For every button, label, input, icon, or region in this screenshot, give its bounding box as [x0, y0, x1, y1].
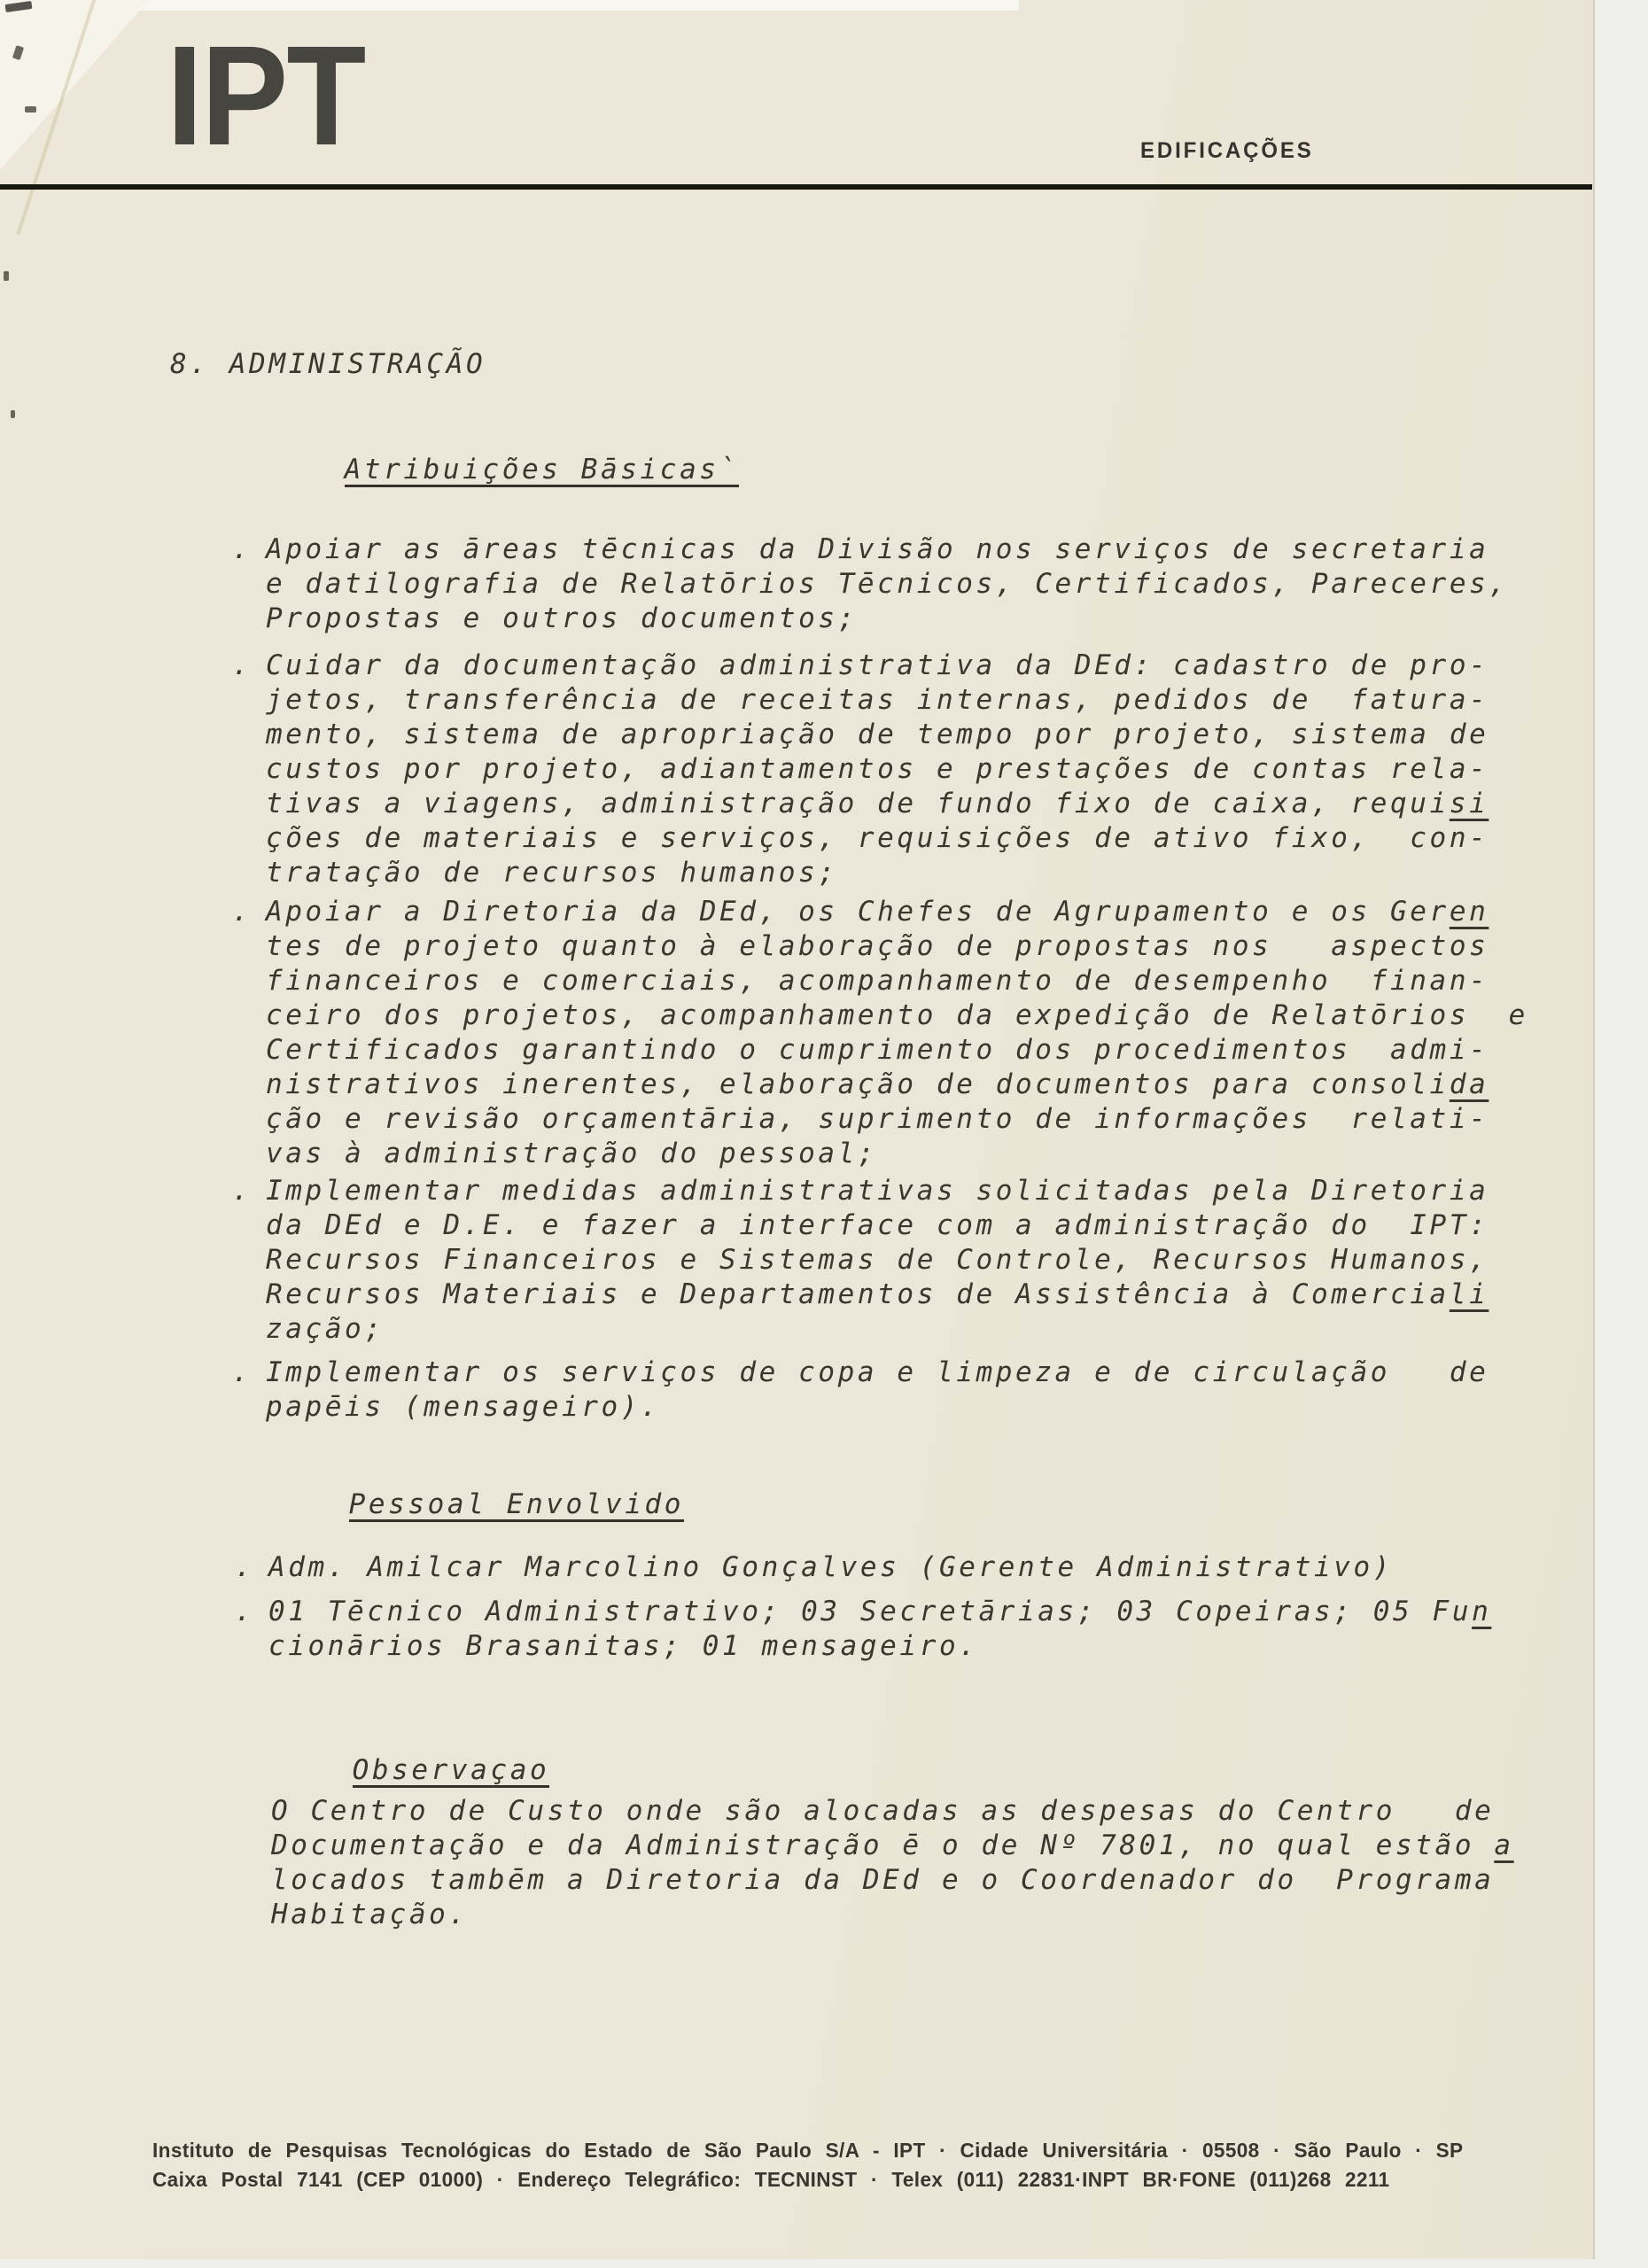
ipt-logo: IPT: [167, 16, 365, 175]
text-line: locados tambēm a Diretoria da DEd e o Coordenador do Programa: [271, 1864, 1495, 1896]
scan-speck: [25, 106, 36, 113]
text-line: tes de projeto quanto à elaboração de propostas nos aspectos: [266, 930, 1489, 962]
footer-line-2: Caixa Postal 7141 (CEP 01000) · Endereço Telegráfico: TECNINST · Telex (011) 22831·INPT BR·FONE (011)268 2211: [152, 2168, 1390, 2191]
text-line: e datilografia de Relatōrios Tēcnicos, Certificados, Pareceres,: [266, 568, 1509, 600]
text-line: Cuidar da documentação administrativa da DEd: cadastro de pro-: [266, 649, 1489, 681]
bullet-dot: .: [232, 649, 253, 681]
text-line: [271, 1829, 1514, 1863]
bullet-dot: .: [232, 896, 253, 928]
text-line: [266, 1278, 1528, 1312]
bullet-item: [232, 649, 1528, 890]
bullet-item: [235, 1595, 1492, 1664]
text-line: Certificados garantindo o cumprimento dos procedimentos admi-: [266, 1034, 1489, 1066]
bullet-dot: .: [232, 533, 253, 565]
text-line: Adm. Amilcar Marcolino Gonçalves (Gerente Administrativo): [268, 1551, 1394, 1583]
text-segment: Recursos Materiais e Departamentos de Assistência à Comercia: [266, 1278, 1450, 1310]
text-line: [268, 1595, 1491, 1629]
bullet-item: [232, 1355, 1528, 1425]
bullet-item: [232, 1174, 1528, 1347]
text-line: ção e revisão orçamentāria, suprimento de informações relati-: [266, 1103, 1489, 1135]
bullet-dot: .: [232, 1356, 253, 1388]
text-line: [266, 787, 1528, 821]
observation-paragraph: [271, 1794, 1514, 1932]
text-line: da DEd e D.E. e fazer a interface com a administração do IPT:: [266, 1209, 1489, 1241]
bullet-item: [232, 895, 1528, 1171]
text-segment: nistrativos inerentes, elaboração de documentos para consoli: [266, 1068, 1450, 1100]
bullet-dot: .: [235, 1596, 255, 1627]
continuation-underline: en: [1449, 896, 1489, 928]
section-heading-text: Atribuições Bāsicas`: [344, 454, 739, 485]
text-line: mento, sistema de apropriação de tempo por projeto, sistema de: [266, 718, 1489, 750]
text-line: Propostas e outros documentos;: [266, 602, 858, 634]
text-line: [266, 895, 1528, 929]
text-line: Recursos Financeiros e Sistemas de Controle, Recursos Humanos,: [266, 1244, 1489, 1276]
text-segment: 01 Tēcnico Administrativo; 03 Secretārias; 03 Copeiras; 05 Fu: [268, 1596, 1473, 1627]
text-line: vas à administração do pessoal;: [266, 1138, 878, 1169]
text-line: financeiros e comerciais, acompanhamento de desempenho finan-: [266, 965, 1489, 997]
text-line: cionārios Brasanitas; 01 mensageiro.: [268, 1630, 979, 1662]
text-line: custos por projeto, adiantamentos e prestações de contas rela-: [266, 753, 1489, 785]
continuation-underline: a: [1494, 1829, 1514, 1861]
scan-speck: [11, 410, 15, 418]
text-segment: Documentação e da Administração ē o de Nº 7801, no qual estão: [271, 1829, 1495, 1861]
bullet-list-atribuicoes: [232, 532, 1528, 1425]
page-corner-fold: [0, 0, 149, 170]
continuation-underline: n: [1472, 1596, 1492, 1627]
bullet-item: [235, 1550, 1491, 1585]
text-segment: tivas a viagens, administração de fundo fixo de caixa, requi: [266, 788, 1450, 819]
text-line: Implementar medidas administrativas solicitadas pela Diretoria: [266, 1175, 1489, 1207]
bullet-dot: .: [235, 1551, 255, 1583]
page-title: 8. ADMINISTRAÇÃO: [170, 348, 486, 380]
text-line: jetos, transferência de receitas internas, pedidos de fatura-: [266, 684, 1489, 716]
section-heading-text: Pessoal Envolvido: [348, 1488, 685, 1520]
header-rule: [0, 184, 1592, 190]
department-label: EDIFICAÇÕES: [1140, 138, 1314, 163]
section-heading-text: Observaçao: [352, 1754, 550, 1786]
section-heading-atribuicoes-basicas: [226, 430, 739, 514]
text-line: papēis (mensageiro).: [266, 1391, 661, 1423]
text-line: tratação de recursos humanos;: [266, 857, 838, 889]
footer-line-1: Instituto de Pesquisas Tecnológicas do Estado de São Paulo S/A - IPT · Cidade Universitária · 05508 · São Paulo · SP: [152, 2139, 1464, 2162]
text-line: [266, 1068, 1528, 1102]
scan-edge-sliver: [0, 0, 1019, 11]
text-segment: Apoiar a Diretoria da DEd, os Chefes de Agrupamento e os Ger: [266, 896, 1450, 928]
text-line: ceiro dos projetos, acompanhamento da expedição de Relatōrios e: [266, 999, 1528, 1031]
text-line: ções de materiais e serviços, requisições de ativo fixo, con-: [266, 822, 1489, 854]
text-line: O Centro de Custo onde são alocadas as despesas do Centro de: [271, 1795, 1495, 1827]
bullet-item: [232, 532, 1528, 636]
bullet-dot: .: [232, 1175, 253, 1207]
bullet-list-pessoal: [235, 1550, 1492, 1664]
continuation-underline: da: [1449, 1068, 1489, 1100]
text-line: Habitação.: [271, 1899, 469, 1930]
text-line: Apoiar as āreas tēcnicas da Divisão nos serviços de secretaria: [266, 533, 1489, 565]
continuation-underline: li: [1449, 1278, 1489, 1310]
section-heading-pessoal-envolvido: [230, 1464, 684, 1549]
text-line: Implementar os serviços de copa e limpeza e de circulação de: [266, 1356, 1489, 1388]
continuation-underline: si: [1449, 788, 1489, 819]
text-line: zação;: [266, 1313, 385, 1345]
scan-speck: [4, 271, 9, 281]
letterhead-footer: [152, 2136, 1490, 2194]
